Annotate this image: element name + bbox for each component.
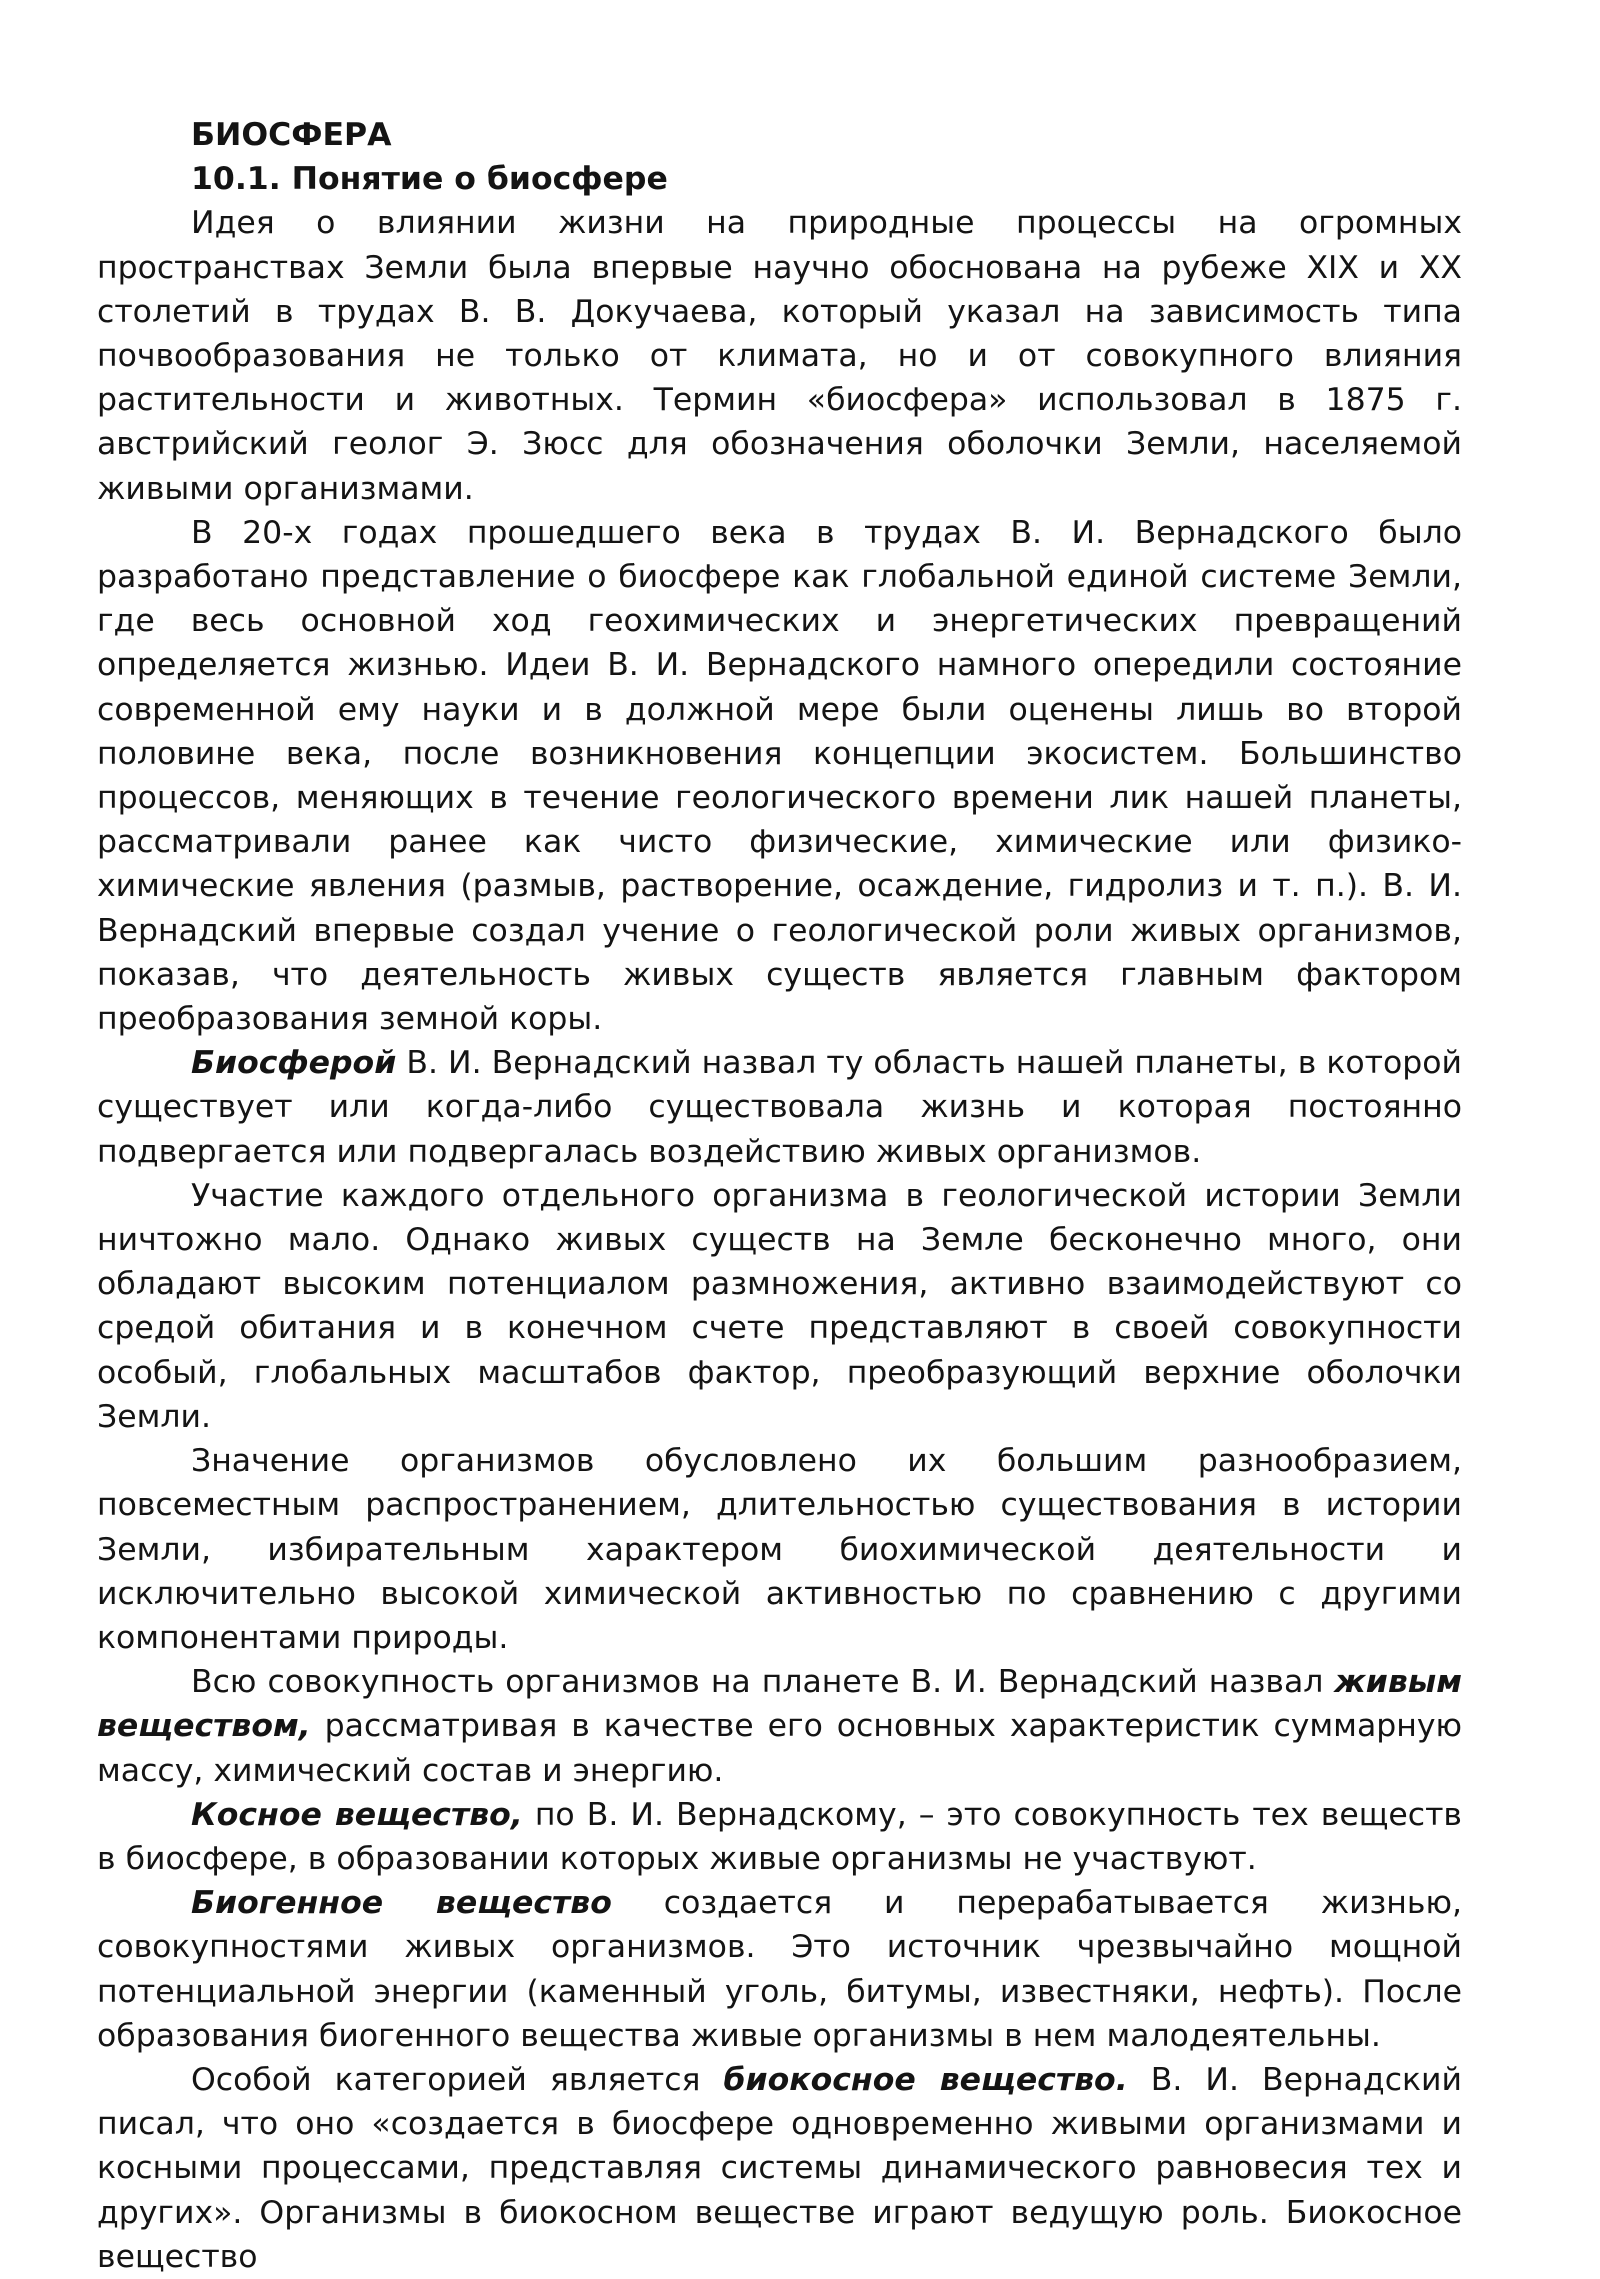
paragraph-text: Особой категорией является xyxy=(191,2061,724,2098)
paragraph-inert-matter xyxy=(97,1793,1462,1881)
paragraph-text: В. И. Вернадский назвал ту область нашей планеты, в которой существует или когда-либо существовала жизнь и которая постоянно подвергается или подвергалась воздействию живых организмов. xyxy=(97,1045,1462,1170)
paragraph-organism-role: Участие каждого отдельного организма в геологической истории Земли ничтожно мало. Однако живых существ на Земле бесконечно много, они обладают высоким потенциалом размножения, активно взаимодействуют со средой обитания и в конечном счете представляют в своей совокупности особый, глобальных масштабов фактор, преобразующий верхние оболочки Земли. xyxy=(97,1177,1462,1435)
term-biogenic-matter: Биогенное вещество xyxy=(191,1885,612,1922)
term-bioinert-matter: биокосное вещество. xyxy=(723,2061,1128,2098)
paragraph-text: В. И. Вернадский писал, что оно «создается в биосфере одновременно живыми организмами и косными процессами, представляя системы динамического равновесия тех и других». Организмы в биокосном веществе играют ведущую роль. Биокосное вещество xyxy=(97,2061,1462,2275)
paragraph-living-matter xyxy=(97,1660,1462,1793)
paragraph-text: по В. И. Вернадскому, – это совокупность тех веществ в биосфере, в образовании которых живые организмы не участвуют. xyxy=(97,1796,1462,1877)
paragraph-biogenic-matter xyxy=(97,1881,1462,2058)
section-heading: 10.1. Понятие о биосфере xyxy=(191,161,668,198)
paragraph-organism-significance: Значение организмов обусловлено их большим разнообразием, повсеместным распространением, длительностью существования в истории Земли, избирательным характером биохимической деятельности и исключительно высокой химической активностью по сравнению с другими компонентами природы. xyxy=(97,1443,1462,1656)
term-inert-matter: Косное вещество, xyxy=(191,1796,523,1833)
paragraph-bioinert-matter xyxy=(97,2058,1462,2279)
paragraph-text: Всю совокупность организмов на планете В. И. Вернадский назвал xyxy=(191,1664,1335,1701)
paragraph-text: создается и перерабатывается жизнью, совокупностями живых организмов. Это источник чрезвычайно мощной потенциальной энергии (каменный уголь, битумы, известняки, нефть). После образования биогенного вещества живые организмы в нем малодеятельны. xyxy=(97,1885,1462,2054)
term-living-matter: живым веществом, xyxy=(97,1664,1462,1745)
document-title: БИОСФЕРА xyxy=(191,117,392,153)
term-biosphere: Биосферой xyxy=(191,1045,397,1082)
document-page xyxy=(97,113,1462,2279)
paragraph-biosphere-definition xyxy=(97,1041,1462,1174)
paragraph-text: рассматривая в качестве его основных характеристик суммарную массу, химический состав и энергию. xyxy=(97,1708,1462,1789)
paragraph-vernadsky: В 20-х годах прошедшего века в трудах В. И. Вернадского было разработано представление о биосфере как глобальной единой системе Земли, где весь основной ход геохимических и энергетических превращений определяется жизнью. Идеи В. И. Вернадского намного опередили состояние современной ему науки и в должной мере были оценены лишь во второй половине века, после возникновения концепции экосистем. Большинство процессов, меняющих в течение геологического времени лик нашей планеты, рассматривали ранее как чисто физические, химические или физико-химические явления (размыв, растворение, осаждение, гидролиз и т. п.). В. И. Вернадский впервые создал учение о геологической роли живых организмов, показав, что деятельность живых существ является главным фактором преобразования земной коры. xyxy=(97,514,1462,1038)
paragraph-intro: Идея о влиянии жизни на природные процессы на огромных пространствах Земли была впервые научно обоснована на рубеже XIX и XX столетий в трудах В. В. Докучаева, который указал на зависимость типа почвообразования не только от климата, но и от совокупного влияния растительности и животных. Термин «биосфера» использовал в 1875 г. австрийский геолог Э. Зюсс для обозначения оболочки Земли, населяемой живыми организмами. xyxy=(97,205,1462,507)
